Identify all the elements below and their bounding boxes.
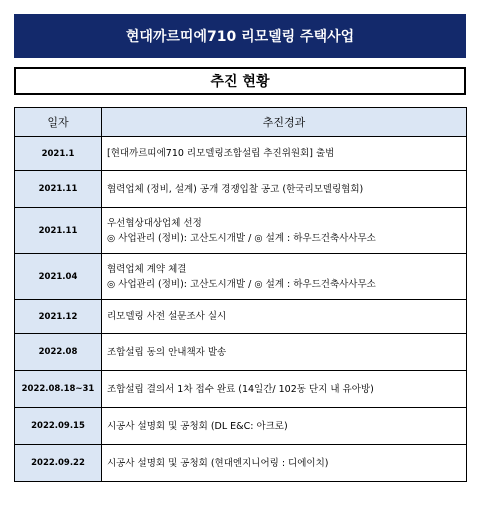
row-date: 2022.08 xyxy=(15,334,102,371)
table-row xyxy=(15,254,467,300)
row-detail-line: 협력업체 (정비, 설계) 공개 경쟁입찰 공고 (한국리모델링협회) xyxy=(107,183,364,195)
row-detail-line: 시공사 설명회 및 공청회 (현대엔지니어링 : 디에이치) xyxy=(107,457,329,469)
row-date: 2021.12 xyxy=(15,300,102,334)
row-detail xyxy=(102,137,467,171)
row-detail-line: 우선협상대상업체 선정 xyxy=(107,217,202,229)
row-date: 2021.11 xyxy=(15,208,102,254)
row-detail xyxy=(102,445,467,482)
row-detail-line: ◎ 사업관리 (정비): 고산도시개발 / ◎ 설계 : 하우드건축사사무소 xyxy=(107,278,376,290)
header-progress: 추진경과 xyxy=(102,108,467,137)
table-row xyxy=(15,137,467,171)
row-date: 2022.08.18~31 xyxy=(15,371,102,408)
table-row xyxy=(15,300,467,334)
row-detail xyxy=(102,171,467,208)
row-date: 2021.11 xyxy=(15,171,102,208)
banner-title: 현대까르띠에710 리모델링 주택사업 xyxy=(125,29,355,45)
row-detail xyxy=(102,300,467,334)
row-detail xyxy=(102,254,467,300)
row-detail-line: 조합설립 결의서 1차 접수 완료 (14일간/ 102동 단지 내 유아방) xyxy=(107,383,374,395)
table-row xyxy=(15,371,467,408)
row-detail-line: ◎ 사업관리 (정비): 고산도시개발 / ◎ 설계 : 하우드건축사사무소 xyxy=(107,232,376,244)
row-detail-line: 리모델링 사전 설문조사 실시 xyxy=(107,311,227,322)
table-row xyxy=(15,334,467,371)
header-date: 일자 xyxy=(15,108,102,137)
row-date: 2021.04 xyxy=(15,254,102,300)
table-header-row xyxy=(15,108,467,137)
progress-table xyxy=(14,107,467,482)
table-row xyxy=(15,208,467,254)
row-detail xyxy=(102,208,467,254)
table-row xyxy=(15,408,467,445)
row-detail xyxy=(102,371,467,408)
table-row xyxy=(15,445,467,482)
row-date: 2021.1 xyxy=(15,137,102,171)
row-detail xyxy=(102,334,467,371)
row-detail-line: 시공사 설명회 및 공청회 (DL E&C: 아크로) xyxy=(107,420,288,432)
section-title: 추진 현황 xyxy=(210,74,270,90)
row-detail-line: [현대까르띠에710 리모델링조합설립 추진위원회] 출범 xyxy=(107,148,335,159)
table-row xyxy=(15,171,467,208)
row-date: 2022.09.22 xyxy=(15,445,102,482)
section-title-box xyxy=(14,67,466,95)
row-detail xyxy=(102,408,467,445)
row-date: 2022.09.15 xyxy=(15,408,102,445)
row-detail-line: 조합설립 동의 안내책자 발송 xyxy=(107,346,227,358)
page-banner xyxy=(14,14,466,58)
row-detail-line: 협력업체 계약 체결 xyxy=(107,263,187,275)
